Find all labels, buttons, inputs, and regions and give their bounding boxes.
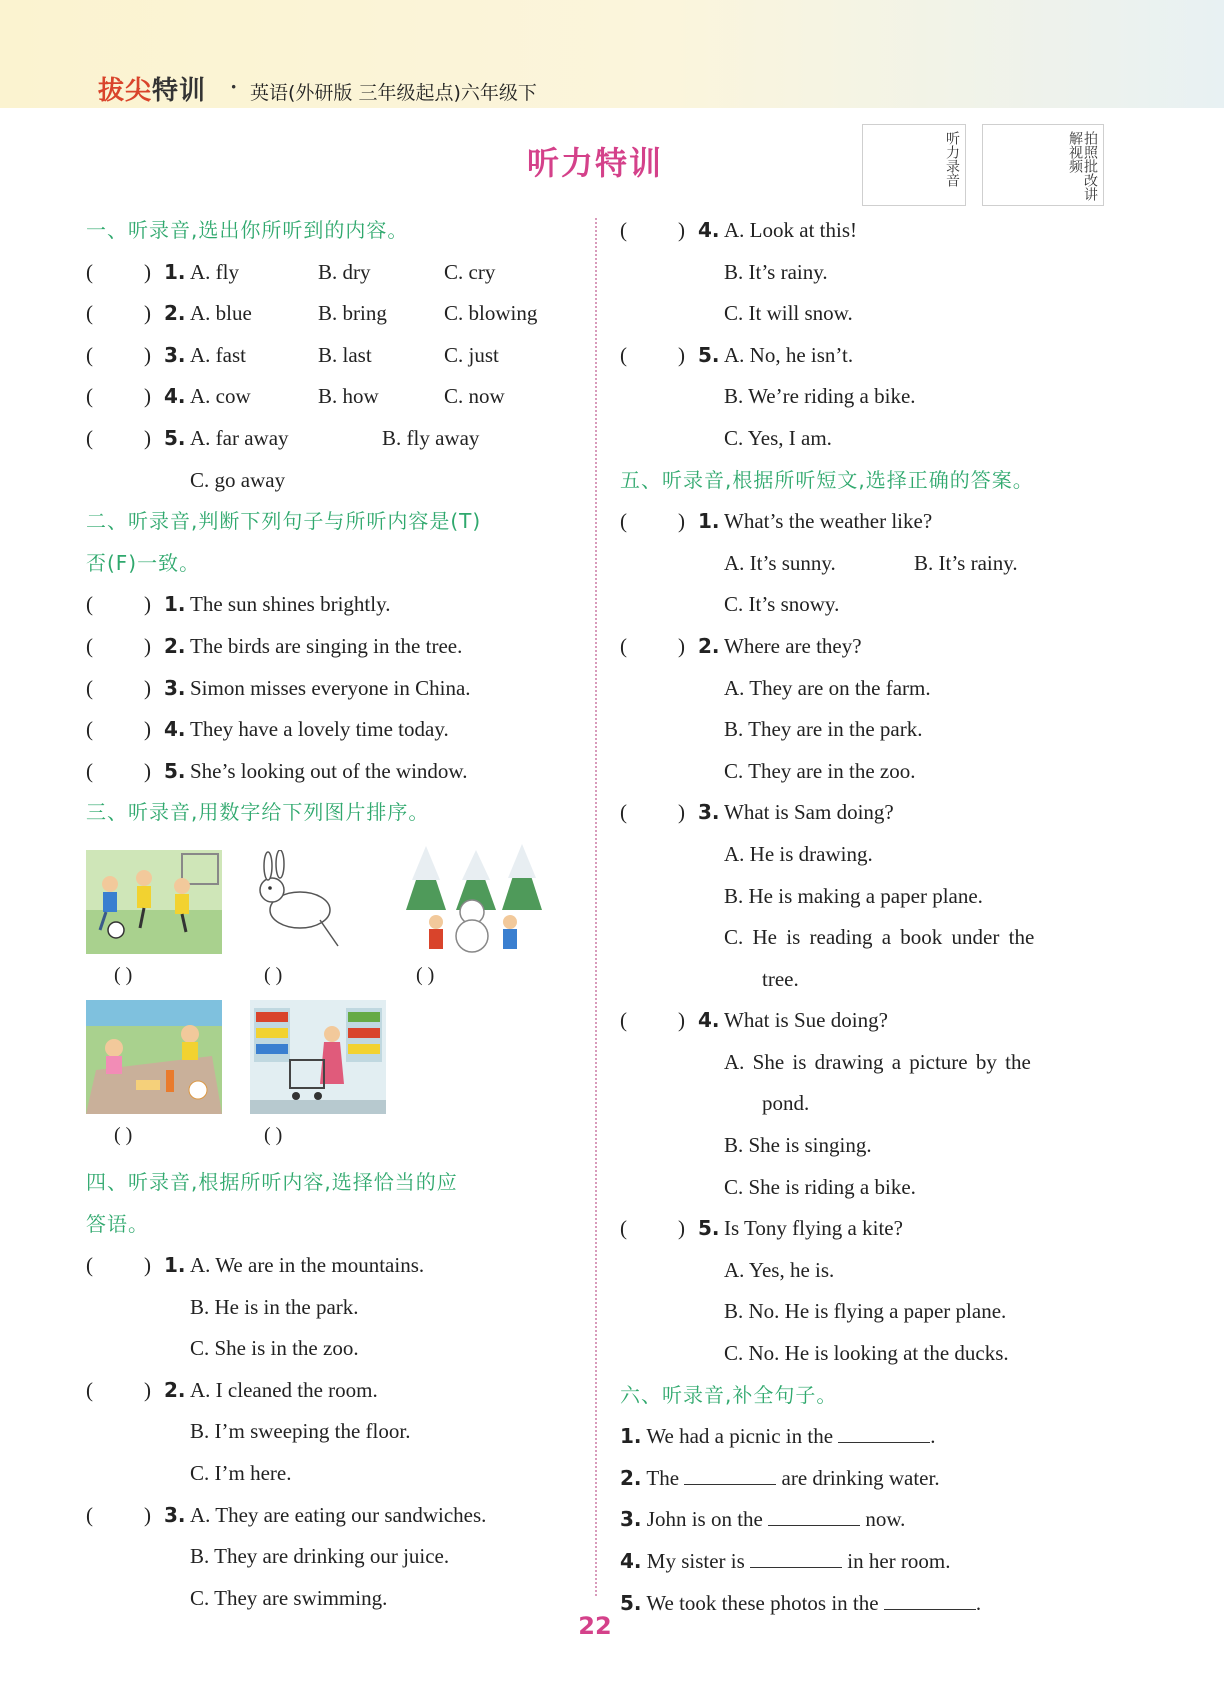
s5-item-4: ( ) 4. What is Sue doing? <box>620 1008 888 1033</box>
section2-heading-2: 否(F)一致。 <box>86 550 201 575</box>
s2-item-1: ( ) 1. The sun shines brightly. <box>86 592 391 617</box>
s5-item-4-a2: pond. <box>762 1091 810 1116</box>
section2-heading-1: 二、听录音,判断下列句子与所听内容是(T) <box>86 509 482 534</box>
picture-grid <box>86 834 586 1162</box>
s6-item-5: 5. We took these photos in the . <box>620 1590 982 1615</box>
qr-listen-label: 听力录音 <box>944 131 960 187</box>
book-info: 英语(外研版 三年级起点)六年级下 <box>250 82 537 104</box>
s4-item-4: ( ) 4. A. Look at this! <box>620 218 857 242</box>
s5-item-3-c: C. He is reading a book under the <box>724 925 1035 950</box>
s5-item-3-c2: tree. <box>762 966 799 991</box>
page-number: 22 <box>578 1612 612 1640</box>
picture-2-bracket: ( ) <box>264 963 283 986</box>
section6-heading: 六、听录音,补全句子。 <box>620 1382 838 1407</box>
s1-item-4: ( ) 4. A. cow B. how C. now <box>86 384 505 409</box>
s6-item-2: 2. The are drinking water. <box>620 1465 940 1490</box>
s5-item-4-b: B. She is singing. <box>724 1133 872 1158</box>
picture-5-bracket: ( ) <box>264 1123 283 1146</box>
s2-item-5: ( ) 5. She’s looking out of the window. <box>86 758 468 783</box>
section5-heading: 五、听录音,根据所听短文,选择正确的答案。 <box>620 467 1034 492</box>
s2-item-4: ( ) 4. They have a lovely time today. <box>86 717 449 742</box>
s4-item-5: ( ) 5. A. No, he isn’t. <box>620 342 854 367</box>
s4-item-1-c: C. She is in the zoo. <box>190 1336 359 1361</box>
page-title: 听力特训 <box>526 144 663 182</box>
s5-item-2-a: A. They are on the farm. <box>724 675 931 700</box>
s5-item-2-b: B. They are in the park. <box>724 717 923 742</box>
column-divider <box>595 218 597 1596</box>
s5-item-5-a: A. Yes, he is. <box>724 1257 835 1282</box>
qr-video-box[interactable] <box>982 124 1104 206</box>
blank-5[interactable] <box>884 1589 976 1610</box>
s1-item-5-c: C. go away <box>190 467 286 492</box>
picture-4-bracket: ( ) <box>114 1123 133 1146</box>
s4-item-1: ( ) 1. A. We are in the mountains. <box>86 1253 425 1278</box>
s4-item-1-b: B. He is in the park. <box>190 1294 359 1319</box>
s5-item-5: ( ) 5. Is Tony flying a kite? <box>620 1216 903 1241</box>
blank-1[interactable] <box>838 1422 930 1443</box>
s5-item-1-ab: A. It’s sunny. B. It’s rainy. <box>724 550 1018 575</box>
snowman-picture <box>406 840 542 954</box>
brand-logo: 拔尖特训 <box>98 76 207 106</box>
header-dot: · <box>230 74 238 99</box>
s4-item-2-b: B. I’m sweeping the floor. <box>190 1419 411 1444</box>
blank-2[interactable] <box>684 1464 776 1485</box>
s4-item-2: ( ) 2. A. I cleaned the room. <box>86 1377 378 1402</box>
s6-item-1: 1. We had a picnic in the . <box>620 1424 936 1449</box>
picture-3-bracket: ( ) <box>416 963 435 986</box>
s5-item-4-a: A. She is drawing a picture by the <box>724 1049 1031 1074</box>
blank-3[interactable] <box>768 1505 860 1526</box>
section4-heading-2: 答语。 <box>86 1211 149 1236</box>
s5-item-2-c: C. They are in the zoo. <box>724 758 916 783</box>
s2-item-3: ( ) 3. Simon misses everyone in China. <box>86 675 471 700</box>
s4-item-5-b: B. We’re riding a bike. <box>724 384 916 409</box>
section1-heading: 一、听录音,选出你所听到的内容。 <box>86 218 409 242</box>
s5-item-3-b: B. He is making a paper plane. <box>724 883 983 908</box>
s5-item-1-c: C. It’s snowy. <box>724 592 840 617</box>
picnic-picture <box>86 1000 222 1114</box>
right-column <box>620 210 1120 1624</box>
s6-item-3: 3. John is on the now. <box>620 1507 906 1532</box>
s5-item-4-c: C. She is riding a bike. <box>724 1174 916 1199</box>
section4-heading-1: 四、听录音,根据所听内容,选择恰当的应 <box>86 1169 458 1194</box>
s6-item-4: 4. My sister is in her room. <box>620 1549 951 1573</box>
s5-item-2: ( ) 2. Where are they? <box>620 633 862 658</box>
s1-item-1: ( ) 1. A. fly B. dry C. cry <box>86 259 496 284</box>
s4-item-3-c: C. They are swimming. <box>190 1585 388 1610</box>
blank-4[interactable] <box>750 1547 842 1568</box>
s4-item-2-c: C. I’m here. <box>190 1461 292 1486</box>
left-column <box>86 210 586 1619</box>
s5-item-5-c: C. No. He is looking at the ducks. <box>724 1341 1009 1366</box>
s4-item-4-c: C. It will snow. <box>724 301 853 326</box>
s5-item-5-b: B. No. He is flying a paper plane. <box>724 1299 1007 1324</box>
shopping-picture <box>250 1000 386 1114</box>
s1-item-5: ( ) 5. A. far away B. fly away <box>86 425 480 450</box>
s4-item-5-c: C. Yes, I am. <box>724 425 832 450</box>
s1-item-2: ( ) 2. A. blue B. bring C. blowing <box>86 301 538 326</box>
picture-1-bracket: ( ) <box>114 963 133 986</box>
s2-item-2: ( ) 2. The birds are singing in the tree. <box>86 633 463 658</box>
s5-item-1: ( ) 1. What’s the weather like? <box>620 509 933 534</box>
s4-item-3-b: B. They are drinking our juice. <box>190 1544 450 1569</box>
s4-item-3: ( ) 3. A. They are eating our sandwiches. <box>86 1502 487 1527</box>
football-picture <box>86 850 222 954</box>
section3-heading: 三、听录音,用数字给下列图片排序。 <box>86 800 430 825</box>
qr-listen-box[interactable] <box>862 124 966 206</box>
qr-video-label: 拍照批改讲解视频 <box>1067 131 1098 201</box>
s5-item-3-a: A. He is drawing. <box>724 841 873 866</box>
s1-item-3: ( ) 3. A. fast B. last C. just <box>86 342 499 367</box>
rabbit-picture <box>250 850 350 954</box>
s4-item-4-b: B. It’s rainy. <box>724 259 828 284</box>
s5-item-3: ( ) 3. What is Sam doing? <box>620 800 894 825</box>
